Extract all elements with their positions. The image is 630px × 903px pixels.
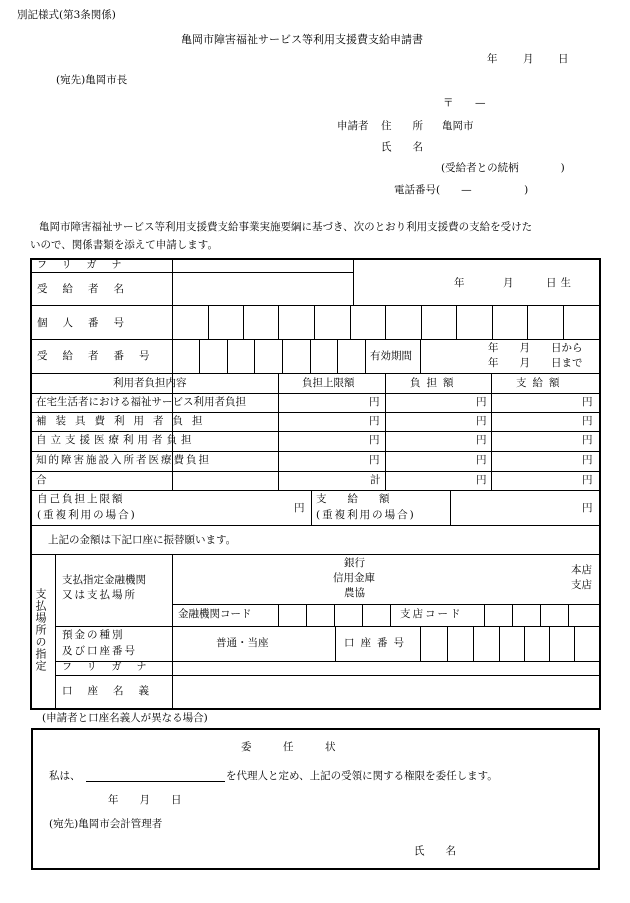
branch-code-label: 支店コード [400, 608, 463, 620]
row-label-facility-medical: 知的障害施設入所者医療費負担 [36, 454, 211, 466]
delegation-text-prefix: 私は、 [49, 770, 81, 782]
bank-type-nokyo: 農協 [344, 587, 365, 599]
postal-mark: 〒 [443, 97, 454, 109]
personal-number-label: 個人番号 [37, 317, 139, 329]
relation-field: (受給者との続柄 ) [441, 162, 565, 174]
row-label-medical-support: 自立支援医療利用者負担 [36, 434, 196, 446]
deposit-label-1: 預金の種別 [62, 629, 125, 641]
institution-label-1: 支払指定金融機関 [62, 574, 146, 586]
deposit-type-options[interactable]: 普通・当座 [216, 637, 269, 649]
yen-mark: 円 [476, 396, 487, 408]
yen-mark: 円 [476, 454, 487, 466]
deposit-label-2: 及び口座番号 [62, 645, 137, 657]
yen-mark: 円 [369, 434, 380, 446]
row-total-suffix: 計 [370, 474, 381, 486]
delegation-title: 委 任 状 [241, 741, 336, 753]
transfer-note: 上記の金額は下記口座に振替願います。 [48, 534, 237, 546]
phone-field: 電話番号( — ) [394, 184, 529, 196]
account-number-label: 口座番号 [344, 637, 410, 649]
yen-mark: 円 [582, 502, 593, 514]
row-label-total: 合 [36, 474, 47, 486]
recipient-number-label: 受給者番号 [37, 350, 165, 362]
delegation-note: (申請者と口座名義人が異なる場合) [42, 712, 208, 724]
head-office-label: 本店 [571, 564, 592, 576]
yen-mark: 円 [582, 454, 593, 466]
furigana-label: フリガナ [37, 260, 137, 271]
birth-date-field[interactable] [355, 262, 597, 303]
delegation-name-label: 氏 名 [414, 845, 456, 857]
date-month-label: 月 [523, 53, 534, 65]
pay-amount-label-1: 支 給 額 [316, 493, 390, 505]
col-payment-header: 支給額 [516, 377, 566, 389]
date-year-label: 年 [487, 53, 498, 65]
delegation-date: 年 月 日 [108, 794, 182, 806]
yen-mark: 円 [582, 415, 593, 427]
account-holder-field[interactable] [175, 677, 597, 707]
yen-mark: 円 [476, 434, 487, 446]
yen-mark: 円 [369, 454, 380, 466]
bank-type-shinkin: 信用金庫 [333, 572, 375, 584]
payment-place-side-label: 支払場所の指定 [34, 588, 47, 672]
birth-month-label: 月 [503, 277, 514, 289]
valid-to: 年 月 日まで [488, 357, 583, 369]
recipient-name-label: 受給者名 [37, 283, 139, 295]
recipient-name-field[interactable] [174, 274, 351, 303]
intro-line-2: いので、関係書類を添えて申請します。 [30, 239, 218, 251]
account-holder-label: 口座名義 [62, 685, 164, 697]
postal-dash: — [475, 97, 486, 109]
row-label-prosthetics: 補装具費利用者負担 [36, 415, 212, 427]
intro-line-1: 亀岡市障害福祉サービス等利用支援費支給事業実施要綱に基づき、次のとおり利用支援費の支給を受けた [39, 221, 533, 233]
yen-mark: 円 [369, 396, 380, 408]
delegation-text-suffix: を代理人と定め、上記の受領に関する権限を委任します。 [226, 770, 498, 782]
yen-mark: 円 [582, 474, 593, 486]
applicant-name-label: 氏 名 [381, 141, 423, 153]
yen-mark: 円 [476, 474, 487, 486]
birth-year-label: 年 [454, 277, 465, 289]
col-content-header: 利用者負担内容 [113, 377, 187, 389]
self-limit-label-2: (重複利用の場合) [37, 509, 137, 521]
row-label-home-welfare: 在宅生活者における福祉サービス利用者負担 [36, 396, 246, 408]
delegation-addressee: (宛先)亀岡市会計管理者 [49, 818, 163, 830]
bank-type-bank: 銀行 [344, 557, 365, 569]
self-limit-label-1: 自己負担上限額 [37, 493, 125, 505]
institution-label-2: 又は支払場所 [62, 589, 137, 601]
agent-name-underline[interactable] [86, 781, 225, 782]
pay-amount-label-2: (重複利用の場合) [316, 509, 416, 521]
institution-name-field[interactable] [175, 557, 570, 603]
branch-label: 支店 [571, 579, 592, 591]
yen-mark: 円 [476, 415, 487, 427]
address-label: 住 所 [381, 120, 423, 132]
yen-mark: 円 [369, 415, 380, 427]
institution-code-label: 金融機関コード [178, 608, 252, 620]
col-limit-header: 負担上限額 [302, 377, 355, 389]
birth-day-label: 日生 [546, 277, 575, 289]
yen-mark: 円 [294, 502, 305, 514]
address-value: 亀岡市 [442, 120, 474, 132]
col-burden-header: 負担額 [410, 377, 460, 389]
form-reference: 別記様式(第3条関係) [17, 9, 116, 21]
valid-from: 年 月 日から [488, 342, 583, 354]
form-title: 亀岡市障害福祉サービス等利用支援費支給申請書 [181, 33, 423, 46]
applicant-label: 申請者 [337, 120, 369, 132]
validity-label: 有効期間 [370, 350, 412, 362]
addressee: (宛先)亀岡市長 [56, 74, 128, 86]
yen-mark: 円 [582, 396, 593, 408]
yen-mark: 円 [582, 434, 593, 446]
holder-furigana-label: フリガナ [62, 662, 162, 673]
date-day-label: 日 [558, 53, 569, 65]
